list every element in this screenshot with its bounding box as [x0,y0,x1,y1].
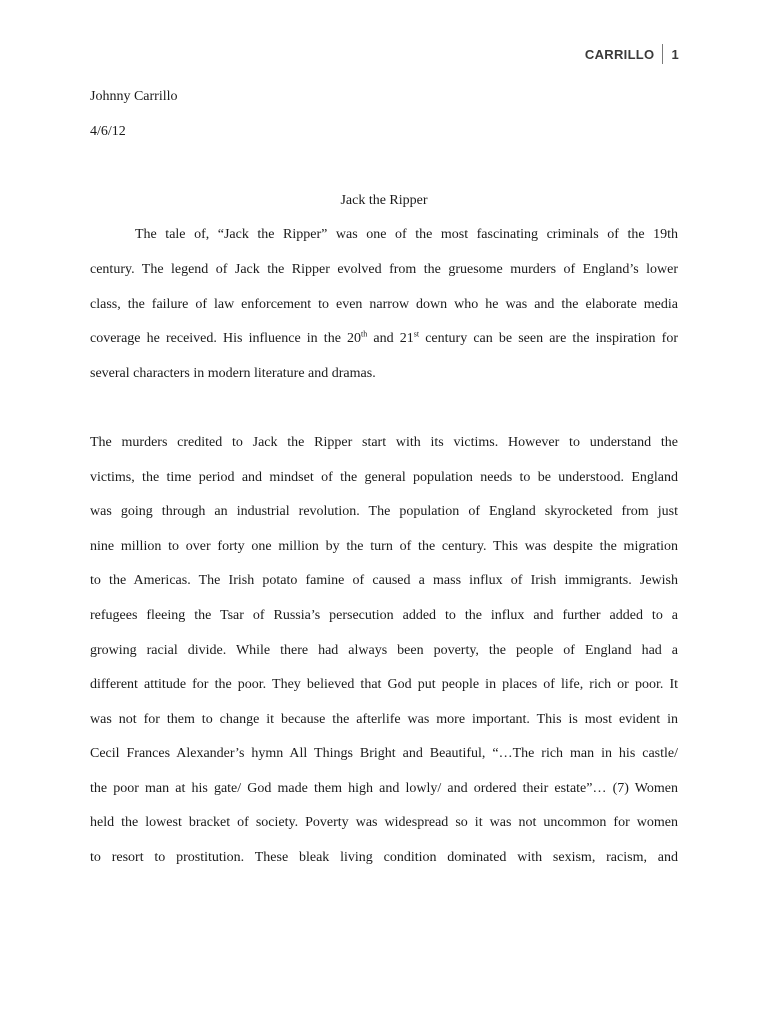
paragraph-line: the poor man at his gate/ God made them high and lowly/ and ordered their estate”… (7) Women [90,780,678,796]
paragraph-line: was going through an industrial revolution. The population of England skyrocketed from just [90,504,678,520]
superscript: st [413,329,420,339]
paragraph-line: The murders credited to Jack the Ripper start with its victims. However to understand the [90,434,678,450]
document-body [90,80,678,876]
paragraph-line-with-superscripts [90,322,678,357]
paragraph-line: several characters in modern literature and dramas. [90,365,376,381]
text-fragment: coverage he received. His influence in the 20 [90,331,362,347]
paragraph-line: was not for them to change it because the afterlife was more important. This is most evident in [90,711,678,727]
paragraph-line: nine million to over forty one million by the turn of the century. This was despite the migration [90,538,678,554]
running-header [585,44,679,64]
paragraph-line: The tale of, “Jack the Ripper” was one of the most fascinating criminals of the 19th [135,227,678,243]
text-fragment: and 21 [367,331,414,347]
paragraph-line: class, the failure of law enforcement to even narrow down who he was and the elaborate media [90,296,678,312]
blank-line [90,149,678,184]
superscript: th [361,329,368,339]
paragraph-2 [90,426,678,876]
header-author-surname: CARRILLO [584,46,655,62]
document-date: 4/6/12 [90,123,126,139]
text-fragment: century can be seen are the inspiration for [419,331,678,347]
paragraph-line: century. The legend of Jack the Ripper evolved from the gruesome murders of England’s lower [90,261,678,277]
paragraph-line: Cecil Frances Alexander’s hymn All Things Bright and Beautiful, “…The rich man in his castle/ [90,746,678,762]
paragraph-1 [90,218,678,391]
paragraph-line: refugees fleeing the Tsar of Russia’s persecution added to the influx and further added to a [90,607,678,623]
author-name: Johnny Carrillo [90,89,178,104]
paragraph-line: to the Americas. The Irish potato famine of caused a mass influx of Irish immigrants. Jewish [90,573,678,589]
paragraph-line: held the lowest bracket of society. Poverty was widespread so it was not uncommon for women [90,815,678,831]
blank-line [90,391,678,426]
paragraph-line: to resort to prostitution. These bleak living condition dominated with sexism, racism, and [90,850,678,866]
document-title: Jack the Ripper [340,192,428,208]
page-number: 1 [671,46,679,62]
paragraph-line: victims, the time period and mindset of the general population needs to be understood. England [90,469,678,485]
paragraph-line: growing racial divide. While there had always been poverty, the people of England had a [90,642,678,658]
paragraph-line: different attitude for the poor. They believed that God put people in places of life, rich or poor. It [90,677,678,693]
